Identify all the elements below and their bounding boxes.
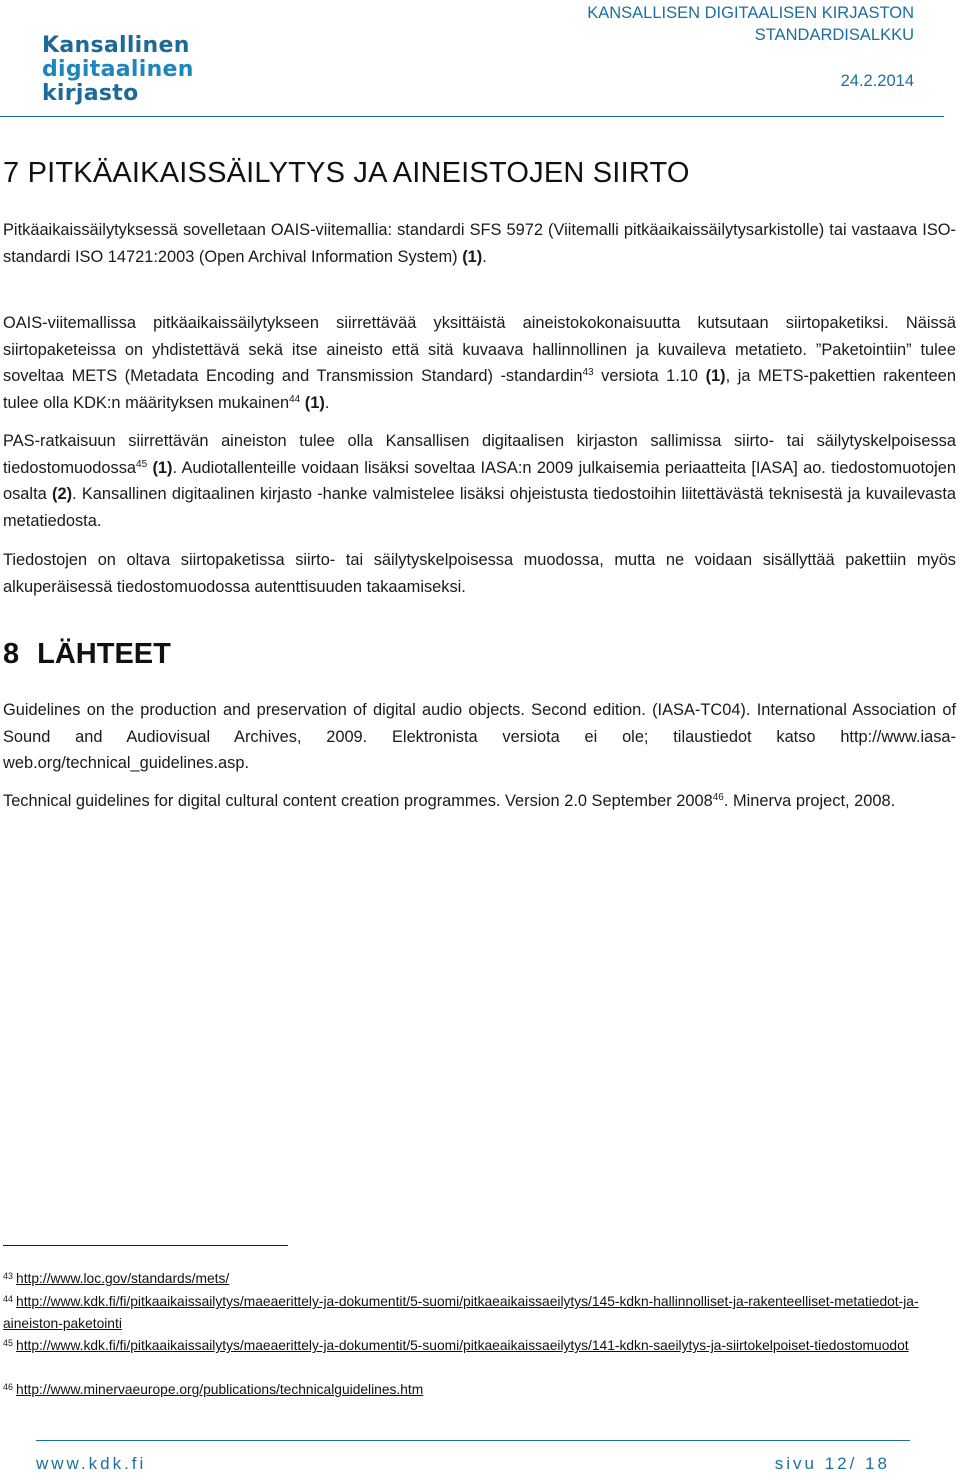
- footnote-43: [3, 1268, 943, 1290]
- footnote-number: 45: [3, 1338, 14, 1348]
- p3-ref-1: (1): [152, 458, 173, 477]
- logo-line-2: digitaalinen: [42, 57, 194, 82]
- section-7-heading: 7 PITKÄAIKAISSÄILYTYS JA AINEISTOJEN SIIRTO: [3, 157, 690, 189]
- section-7-paragraph-2: [3, 310, 956, 416]
- kdk-logo: [42, 34, 192, 106]
- p2-text-a: OAIS-viitemallissa pitkäaikaissäilytykseen siirrettävää yksittäistä aineistokokonaisuutta kutsutaan siirtopaketiksi. Näissä siirtopaketeissa on yhdistettävä sekä itse aineisto että sitä kuvaava hallinnollinen ja kuvaileva metatieto. ”Paketointiin” tulee soveltaa METS (Metadata Encoding and Transmission Standard) -standardin: [3, 314, 956, 385]
- reference-2-text-b: . Minerva project, 2008.: [723, 792, 896, 810]
- section-7-paragraph-1: [3, 217, 956, 270]
- section-8-number: 8: [3, 638, 20, 670]
- footnote-45: [3, 1335, 943, 1357]
- footnote-link[interactable]: http://www.kdk.fi/fi/pitkaaikaissailytys/maeaerittely-ja-dokumentit/5-suomi/pitkaeaikaissaeilytys/145-kdkn-hallinnolliset-ja-rakenteelliset-metatiedot-ja-aineiston-paketointi: [3, 1294, 919, 1331]
- footnote-46: [3, 1379, 943, 1401]
- p3-ref-2: (2): [52, 485, 73, 503]
- footnote-ref-45[interactable]: 45: [136, 458, 148, 470]
- footer-url[interactable]: www.kdk.fi: [36, 1454, 147, 1473]
- footnote-link[interactable]: http://www.minervaeurope.org/publications/technicalguidelines.htm: [16, 1382, 424, 1397]
- document-title: [587, 2, 914, 46]
- footnote-44: [3, 1291, 943, 1335]
- p2-text-c: , ja METS-pakettien rakenteen tulee olla KDK:n määrityksen mukainen: [3, 367, 956, 412]
- p1-end: .: [482, 247, 487, 266]
- p3-text-d: . Kansallinen digitaalinen kirjasto -hanke valmistelee lisäksi ohjeistusta tiedostoihin liitettävästä teknisestä ja kuvailevasta metatiedosta.: [3, 485, 957, 530]
- page-number: sivu 12/ 18: [774, 1454, 890, 1473]
- footnote-ref-44[interactable]: 44: [289, 393, 301, 405]
- footnote-ref-46[interactable]: 46: [712, 792, 724, 803]
- p2-text-b: versiota 1.10: [593, 367, 706, 385]
- section-7-paragraph-4: Tiedostojen on oltava siirtopaketissa siirto- tai säilytyskelpoisessa muodossa, mutta ne voidaan sisällyttää pakettiin myös alkuperäisessä tiedostomuodossa autenttisuuden takaamiseksi.: [3, 551, 956, 596]
- p2-text-e: .: [324, 393, 330, 412]
- p1-text: Pitkäaikaissäilytyksessä sovelletaan OAIS-viitemallia: standardi SFS 5972 (Viitemalli pitkäaikaissäilytysarkistolle) tai vastaava ISO-standardi ISO 14721:2003 (Open Archival Information System): [3, 221, 956, 266]
- footnote-ref-43[interactable]: 43: [582, 367, 594, 378]
- section-8-title: LÄHTEET: [37, 638, 171, 670]
- footnote-number: 44: [3, 1294, 14, 1304]
- footnote-separator: [3, 1245, 288, 1246]
- footer-divider: [36, 1440, 910, 1441]
- p3-text-a: PAS-ratkaisuun siirrettävän aineiston tulee olla Kansallisen digitaalisen kirjaston sallimissa siirto- tai säilytyskelpoisessa tiedostomuodossa: [3, 432, 956, 477]
- p2-ref-1: (1): [705, 367, 726, 385]
- header-divider: [0, 116, 944, 117]
- reference-2: [3, 788, 956, 815]
- footnote-number: 43: [3, 1271, 14, 1281]
- footnote-link[interactable]: http://www.loc.gov/standards/mets/: [16, 1271, 230, 1286]
- footnote-link[interactable]: http://www.kdk.fi/fi/pitkaaikaissailytys/maeaerittely-ja-dokumentit/5-suomi/pitkaeaikaissaeilytys/141-kdkn-saeilytys-ja-siirtokelpoiset-tiedostomuodot: [16, 1338, 909, 1353]
- p3-text-c: . Audiotallenteille voidaan lisäksi soveltaa IASA:n 2009 julkaisemia periaatteita [IASA] ao. tiedostomuotojen osalta: [3, 458, 956, 503]
- reference-2-text-a: Technical guidelines for digital cultural content creation programmes. Version 2.0 September 2008: [3, 792, 713, 810]
- logo-line-1: Kansallinen: [42, 33, 190, 58]
- document-title-line-1: KANSALLISEN DIGITAALISEN KIRJASTON: [587, 4, 914, 22]
- section-8-heading: [3, 638, 171, 671]
- document-title-line-2: STANDARDISALKKU: [754, 26, 914, 44]
- section-7-paragraph-3: [3, 428, 956, 534]
- logo-line-3: kirjasto: [42, 81, 139, 106]
- document-date: 24.2.2014: [840, 72, 914, 90]
- footnote-number: 46: [3, 1382, 14, 1392]
- reference-1: Guidelines on the production and preservation of digital audio objects. Second edition. (IASA-TC04). International Association of Sound and Audiovisual Archives, 2009. Elektronista versiota ei ole; tilaustiedot katso http://www.iasa-web.org/technical_guidelines.asp.: [3, 701, 956, 772]
- p1-ref: (1): [462, 247, 483, 266]
- p2-ref-2: (1): [304, 393, 325, 412]
